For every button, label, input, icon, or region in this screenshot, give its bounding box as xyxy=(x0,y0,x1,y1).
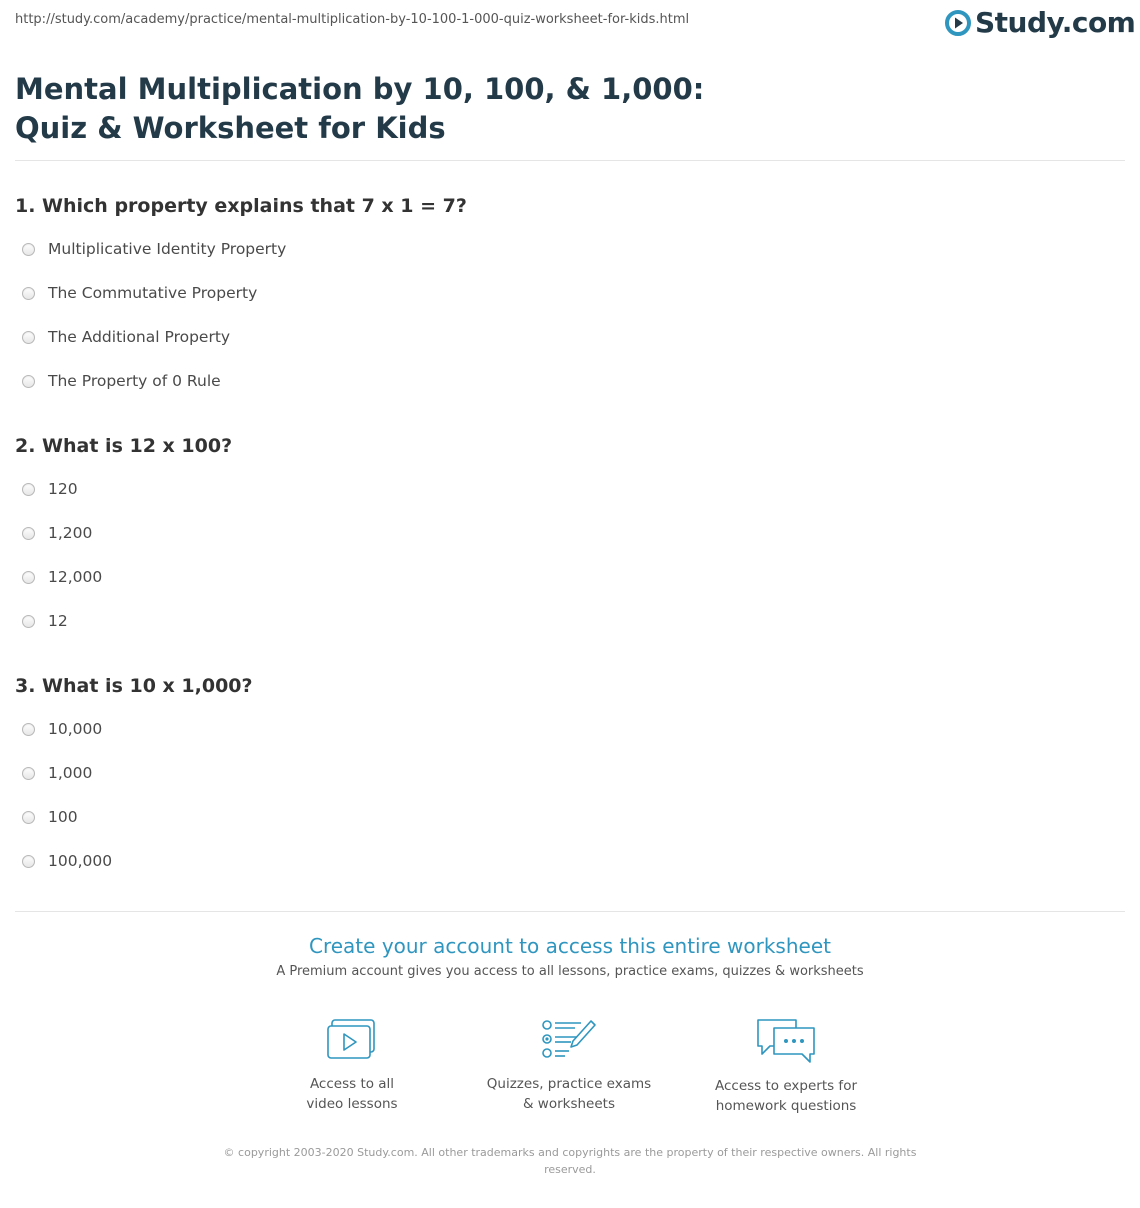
radio-button[interactable] xyxy=(22,855,35,868)
radio-button[interactable] xyxy=(22,615,35,628)
radio-button[interactable] xyxy=(22,527,35,540)
radio-button[interactable] xyxy=(22,331,35,344)
create-account-link[interactable]: Create your account to access this entire worksheet xyxy=(309,934,831,958)
radio-button[interactable] xyxy=(22,767,35,780)
question-3: 3. What is 10 x 1,000? xyxy=(15,675,253,697)
feature-quizzes xyxy=(469,1018,669,1114)
answer-option[interactable] xyxy=(22,599,102,643)
copyright-notice: © copyright 2003-2020 Study.com. All other trademarks and copyrights are the property of their respective owners. All rights reserved. xyxy=(223,1146,917,1176)
option-label: 12,000 xyxy=(48,568,103,586)
option-label: The Commutative Property xyxy=(48,284,258,302)
cta-subtitle: A Premium account gives you access to all lessons, practice exams, quizzes & worksheets xyxy=(276,964,864,979)
option-label: 10,000 xyxy=(48,720,103,738)
radio-button[interactable] xyxy=(22,723,35,736)
option-label: 100,000 xyxy=(48,852,113,870)
option-label: 100 xyxy=(48,808,78,826)
answer-option[interactable] xyxy=(22,359,286,403)
feature-video-lessons xyxy=(252,1018,452,1114)
option-label: 1,000 xyxy=(48,764,93,782)
answer-option[interactable] xyxy=(22,707,112,751)
question-2-options xyxy=(22,467,102,643)
option-label: 12 xyxy=(48,612,68,630)
feature-line: & worksheets xyxy=(522,1096,615,1112)
feature-experts xyxy=(686,1018,886,1116)
question-1: 1. Which property explains that 7 x 1 = 7? xyxy=(15,195,467,217)
answer-option[interactable] xyxy=(22,839,112,883)
radio-button[interactable] xyxy=(22,287,35,300)
answer-option[interactable] xyxy=(22,751,112,795)
radio-button[interactable] xyxy=(22,243,35,256)
feature-line: Access to all xyxy=(309,1076,395,1092)
option-label: 1,200 xyxy=(48,524,93,542)
feature-line: video lessons xyxy=(306,1096,398,1112)
quiz-worksheet-icon xyxy=(541,1018,597,1062)
study-logo[interactable] xyxy=(945,6,1135,39)
radio-button[interactable] xyxy=(22,571,35,584)
answer-option[interactable] xyxy=(22,315,286,359)
option-label: Multiplicative Identity Property xyxy=(48,240,287,258)
answer-option[interactable] xyxy=(22,271,286,315)
feature-line: Quizzes, practice exams xyxy=(486,1076,652,1092)
question-1-options xyxy=(22,227,286,403)
option-label: 120 xyxy=(48,480,78,498)
chat-experts-icon xyxy=(754,1018,818,1064)
radio-button[interactable] xyxy=(22,483,35,496)
answer-option[interactable] xyxy=(22,467,102,511)
answer-option[interactable] xyxy=(22,227,286,271)
question-3-options xyxy=(22,707,112,883)
divider xyxy=(15,160,1125,161)
page-title: Mental Multiplication by 10, 100, & 1,000: Quiz & Worksheet for Kids xyxy=(15,72,705,145)
option-label: The Additional Property xyxy=(48,328,231,346)
radio-button[interactable] xyxy=(22,375,35,388)
option-label: The Property of 0 Rule xyxy=(48,372,221,390)
answer-option[interactable] xyxy=(22,555,102,599)
page-url: http://study.com/academy/practice/mental-multiplication-by-10-100-1-000-quiz-worksheet-for-kids.html xyxy=(15,12,690,27)
radio-button[interactable] xyxy=(22,811,35,824)
question-2: 2. What is 12 x 100? xyxy=(15,435,233,457)
answer-option[interactable] xyxy=(22,511,102,555)
video-lessons-icon xyxy=(326,1018,378,1062)
feature-line: homework questions xyxy=(715,1098,857,1114)
divider xyxy=(15,911,1125,912)
logo-text: Study.com xyxy=(975,6,1136,39)
play-circle-icon xyxy=(945,10,971,36)
answer-option[interactable] xyxy=(22,795,112,839)
feature-line: Access to experts for xyxy=(714,1078,857,1094)
